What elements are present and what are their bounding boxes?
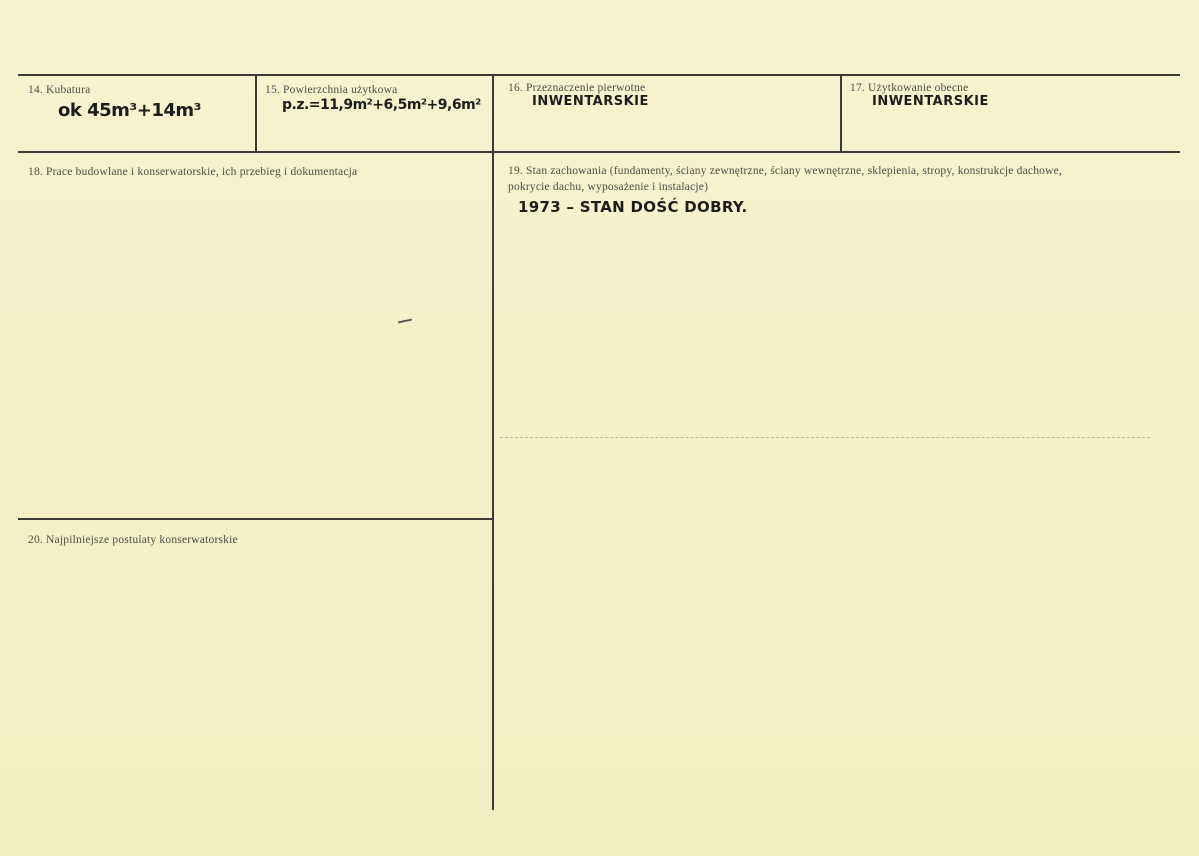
powierzchnia-label: 15. Powierzchnia użytkowa [265, 84, 398, 96]
kubatura-label: 14. Kubatura [28, 84, 91, 96]
prace-label: 18. Prace budowlane i konserwatorskie, ich przebieg i dokumentacja [28, 166, 358, 178]
uzytkowanie-label: 17. Użytkowanie obecne [850, 82, 969, 94]
col-divider-3 [840, 74, 842, 152]
powierzchnia-value: p.z.=11,9m²+6,5m²+9,6m² [282, 97, 481, 113]
stan-value: 1973 – STAN DOŚĆ DOBRY. [518, 198, 748, 216]
stan-label: 19. Stan zachowania (fundamenty, ściany zewnętrzne, ściany wewnętrzne, sklepienia, stropy, konstrukcje dachowe, pokrycie dachu, wyposażenie i instalacje) [508, 165, 1062, 193]
przeznaczenie-label: 16. Przeznaczenie pierwotne [508, 82, 646, 94]
row-divider-line [18, 151, 1180, 153]
pen-mark [398, 319, 412, 324]
kubatura-value: ok 45m³+14m³ [58, 100, 202, 121]
col-divider-1 [255, 74, 257, 152]
faint-rule [500, 437, 1150, 438]
postulaty-label: 20. Najpilniejsze postulaty konserwatorskie [28, 534, 238, 546]
col-divider-2 [492, 74, 494, 810]
uzytkowanie-value: INWENTARSKIE [872, 94, 989, 109]
section-18-bottom-line [18, 518, 492, 520]
przeznaczenie-value: INWENTARSKIE [532, 94, 649, 109]
top-border-line [18, 74, 1180, 76]
